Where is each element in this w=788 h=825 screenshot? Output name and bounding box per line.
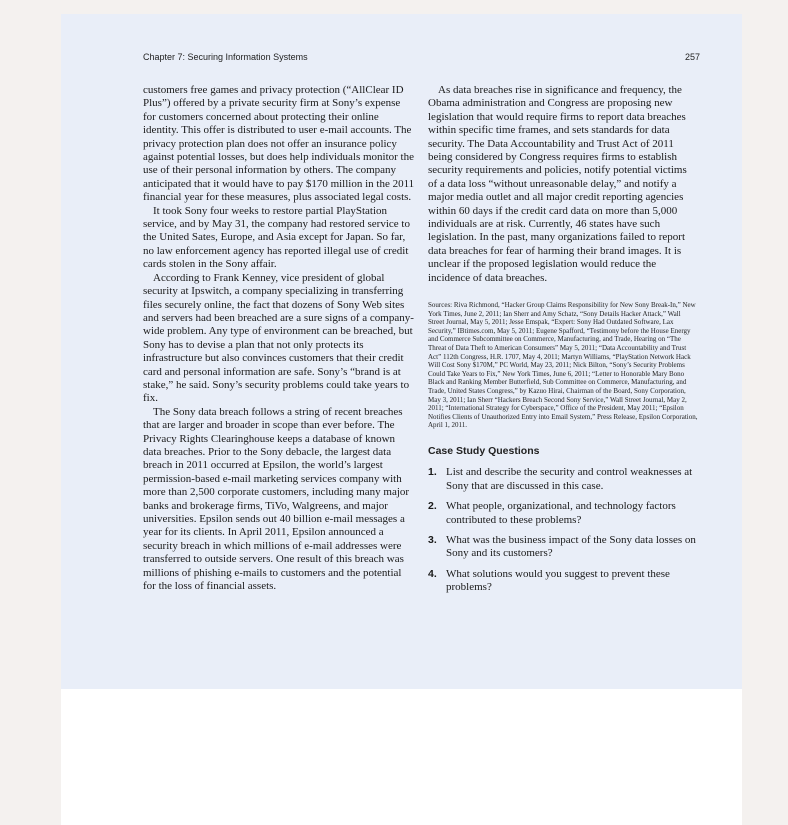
body-paragraph: The Sony data breach follows a string of recent breaches that are larger and broader in scope than ever before. The Privacy Rights Clearinghouse keeps a database of known data breaches. Prior to the Sony debacle, the largest data breach in 2011 occurred at Epsilon, the world’s largest permission-based e-mail marketing services company with more than 2,500 corporate customers, including many major banks and brokerage firms, TiVo, Walgreens, and major universities. Epsilon sends out 40 billion e-mail messages a year for its clients. In April 2011, Epsilon announced a security breach in which millions of e-mail addresses were transferred to outside servers. One result of this breach was millions of phishing e-mails to customers and the potential for the loss of financial assets.	[143, 405, 410, 593]
sources-note: Sources: Riva Richmond, “Hacker Group Claims Responsibility for New Sony Break-In,” New York Times, June 2, 2011; Ian Sherr and Amy Schatz, “Sony Details Hacker Attack,” Wall Street Journal, May 5, 2011; Jesse Emspak, “Expert: Sony Had Outdated Software, Lax Security,” IBtimes.com, May 5, 2011; Eugene Spafford, “Testimony before the House Energy and Commerce Subcommittee on Commerce, Manufacturing, and Trade, Hearing on “The Threat of Data Theft to American Consumers” May 5, 2011; “Data Accountability and Trust Act” 112th Congress, H.R. 1707, May 4, 2011; Martyn Williams, “PlayStation Network Hack Will Cost Sony $170M,” PC World, May 23, 2011; Nick Bilton, “Sony’s Security Problems Could Take Years to Fix,” New York Times, June 6, 2011; “Letter to Honorable Mary Bono Black and Ranking Member Butterfield, Sub Committee on Commerce, Manufacturing, and Trade, United States Congress,” by Kazuo Hirai, Chairman of the Board, Sony Corporation, May 3, 2011; Ian Sherr “Hackers Breach Second Sony Service,” Wall Street Journal, May 2, 2011; “International Strategy for Cyberspace,” Office of the President, May 2011; “Epsilon Notifies Clients of Unauthorized Entry into Email System,” Press Release, Epsilon Corporation, April 1, 2011.	[428, 301, 698, 430]
case-question	[428, 568, 698, 595]
left-column	[143, 84, 415, 593]
body-paragraph: As data breaches rise in significance and frequency, the Obama administration and Congress are proposing new legislation that would require firms to report data breaches within specific time frames, and sets standards for data security. The Data Accountability and Trust Act of 2011 being considered by Congress requires firms to establish security requirements and policies, notify potential victims of a data loss “without unreasonable delay,” and notify a major media outlet and all major credit reporting agencies within 60 days if the credit card data on more than 5,000 individuals are at risk. Currently, 46 states have such legislation. In the past, many organizations failed to report data breaches for fear of harming their brand images. It is unclear if the proposed legislation would reduce the incidence of data breaches.	[428, 84, 687, 284]
question-number: 3.	[428, 534, 437, 547]
page-content-area	[61, 14, 742, 689]
page-number: 257	[684, 52, 700, 62]
question-number: 4.	[428, 567, 437, 580]
body-paragraph: customers free games and privacy protection (“AllClear ID Plus”) offered by a private security firm at Sony’s expense for customers concerned about protecting their online identity. This offer is distributed to user e-mail accounts. The privacy protection plan does not offer an insurance policy against potential losses, but does help individuals monitor the use of their personal information by others. The company anticipated that it would have to pay $170 million in the 2011 financial year for these measures, plus associated legal costs.	[143, 84, 415, 204]
question-text: What was the business impact of the Sony data losses on Sony and its customers?	[446, 534, 696, 560]
case-question	[428, 466, 698, 493]
chapter-title: Chapter 7: Securing Information Systems	[143, 52, 308, 62]
right-column	[428, 84, 698, 602]
question-number: 2.	[428, 500, 437, 513]
case-study-title: Case Study Questions	[428, 445, 540, 457]
case-question	[428, 534, 698, 561]
question-text: What solutions would you suggest to prevent these problems?	[446, 567, 670, 594]
question-text: List and describe the security and control weaknesses at Sony that are discussed in this case.	[446, 466, 693, 492]
body-paragraph: It took Sony four weeks to restore partial PlayStation service, and by May 31, the company had restored service to the United Sates, Europe, and Asia except for Japan. So far, no law enforcement agency has reported illegal use of credit cards stolen in the Sony affair.	[143, 204, 410, 271]
book-page	[61, 14, 742, 825]
body-paragraph: According to Frank Kenney, vice president of global security at Ipswitch, a company specializing in transferring files securely online, the fact that dozens of Sony Web sites and servers had been breached are a sure signs of a company-wide problem. Any type of environment can be breached, but Sony has to devise a plan that not only protects its infrastructure but also convinces customers that their credit card and personal information are safe. Sony’s “brand is at stake,” he said. Sony’s security problems could take years to fix.	[143, 271, 414, 405]
question-text: What people, organizational, and technology factors contributed to these problems?	[446, 500, 676, 526]
case-question	[428, 500, 698, 527]
question-number: 1.	[428, 466, 437, 479]
